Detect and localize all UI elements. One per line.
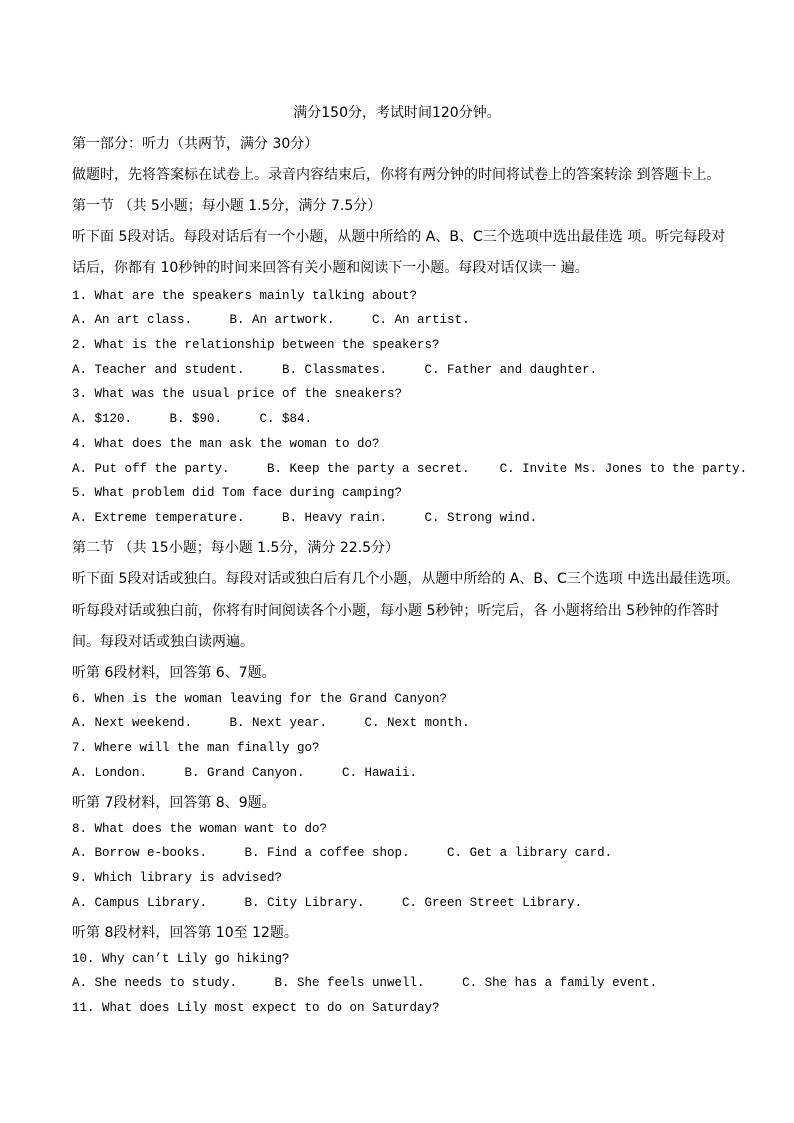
question-2-options: A. Teacher and student. B. Classmates. C. Father and daughter. (72, 363, 598, 377)
question-4: 4. What does the man ask the woman to do? (72, 437, 380, 451)
material-7-heading: 听第 7段材料，回答第 8、9题。 (72, 795, 276, 811)
question-5-options: A. Extreme temperature. B. Heavy rain. C. Strong wind. (72, 511, 538, 525)
section2-instruction-line3: 间。每段对话或独白读两遍。 (72, 634, 254, 650)
material-6-heading: 听第 6段材料，回答第 6、7题。 (72, 665, 276, 681)
section1-instruction-line1: 听下面 5段对话。每段对话后有一个小题，从题中所给的 A、B、C三个选项中选出最佳选 项。听完每段对 (72, 229, 726, 245)
section1-instruction-line2: 话后，你都有 10秒钟的时间来回答有关小题和阅读下一小题。每段对话仅读一 遍。 (72, 260, 589, 276)
question-6-options: A. Next weekend. B. Next year. C. Next month. (72, 716, 470, 730)
question-11: 11. What does Lily most expect to do on Saturday? (72, 1001, 440, 1015)
section2-title: 第二节 （共 15小题；每小题 1.5分，满分 22.5分） (72, 540, 400, 556)
question-3-options: A. $120. B. $90. C. $84. (72, 412, 313, 426)
question-5: 5. What problem did Tom face during camping? (72, 486, 403, 500)
question-1: 1. What are the speakers mainly talking about? (72, 289, 418, 303)
part1-title: 第一部分：听力（共两节，满分 30分） (72, 136, 319, 152)
question-4-options: A. Put off the party. B. Keep the party a secret. C. Invite Ms. Jones to the party. (72, 462, 748, 476)
question-1-options: A. An art class. B. An artwork. C. An artist. (72, 313, 470, 327)
question-10: 10. Why can’t Lily go hiking? (72, 952, 290, 966)
section1-title: 第一节 （共 5小题；每小题 1.5分，满分 7.5分） (72, 198, 382, 214)
question-10-options: A. She needs to study. B. She feels unwell. C. She has a family event. (72, 976, 658, 990)
question-3: 3. What was the usual price of the sneakers? (72, 387, 403, 401)
question-2: 2. What is the relationship between the speakers? (72, 338, 440, 352)
section2-instruction-line1: 听下面 5段对话或独白。每段对话或独白后有几个小题，从题中所给的 A、B、C三个选项 中选出最佳选项。 (72, 571, 740, 587)
question-7-options: A. London. B. Grand Canyon. C. Hawaii. (72, 766, 418, 780)
question-8-options: A. Borrow e-books. B. Find a coffee shop. C. Get a library card. (72, 846, 613, 860)
section2-instruction-line2: 听每段对话或独白前，你将有时间阅读各个小题，每小题 5秒钟；听完后，各 小题将给出 5秒钟的作答时 (72, 603, 720, 619)
question-9: 9. Which library is advised? (72, 871, 283, 885)
material-8-heading: 听第 8段材料，回答第 10至 12题。 (72, 925, 298, 941)
question-7: 7. Where will the man finally go? (72, 741, 320, 755)
question-6: 6. When is the woman leaving for the Grand Canyon? (72, 692, 448, 706)
score-note: 满分150分，考试时间120分钟。 (293, 105, 501, 121)
question-8: 8. What does the woman want to do? (72, 822, 328, 836)
question-9-options: A. Campus Library. B. City Library. C. Green Street Library. (72, 896, 583, 910)
part1-instruction: 做题时，先将答案标在试卷上。录音内容结束后，你将有两分钟的时间将试卷上的答案转涂 到答题卡上。 (72, 167, 721, 183)
